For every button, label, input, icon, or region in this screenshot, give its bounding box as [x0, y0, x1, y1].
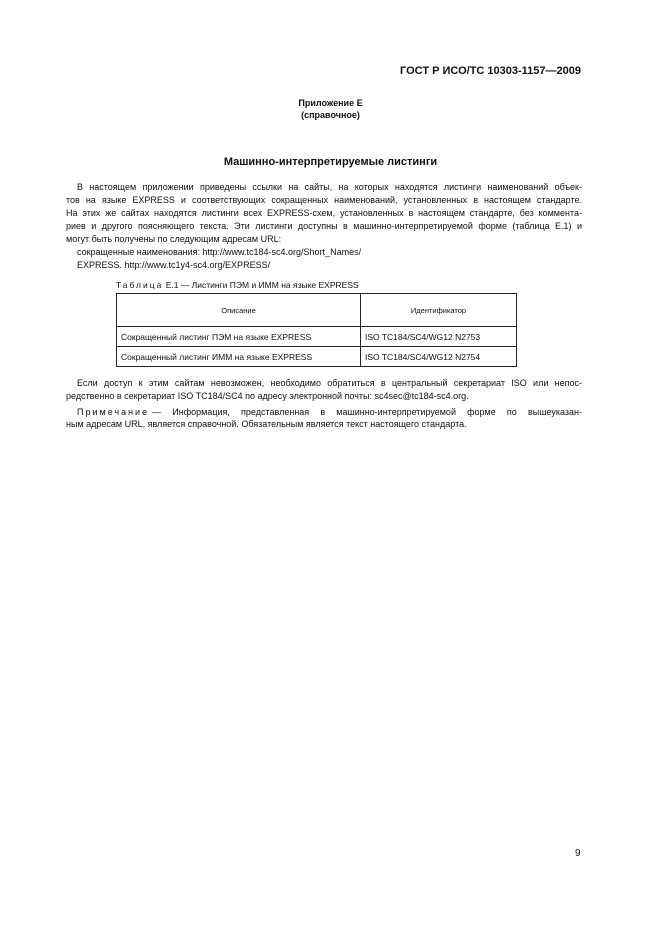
column-header-identifier: Идентификатор — [361, 294, 517, 327]
cell-description: Сокращенный листинг ИММ на языке EXPRESS — [117, 347, 361, 367]
contact-line: Если доступ к этим сайтам невозможен, необходимо обратиться в центральный секретариат ISO или непос- — [77, 378, 582, 388]
url-express[interactable]: EXPRESS. http://www.tc1y4-sc4.org/EXPRESS/ — [77, 260, 271, 270]
cell-identifier: ISO TC184/SC4/WG12 N2753 — [361, 327, 517, 347]
table-header-row — [117, 294, 517, 327]
table-caption-text: Е.1 — Листинги ПЭМ и ИММ на языке EXPRESS — [165, 280, 359, 290]
column-header-description: Описание — [117, 294, 361, 327]
contact-line: редственно в секретариат ISO TC184/SC4 по адресу электронной почты: sc4sec@tc184-sc4.org. — [66, 391, 469, 401]
table-caption-label: Таблица — [116, 280, 164, 290]
intro-line: риев и другого поясняющего текста. Эти листинги доступны в машинно-интерпретируемой форме (таблица Е.1) и — [66, 221, 582, 231]
table-row — [117, 347, 517, 367]
intro-line: могут быть получены по следующим адресам URL: — [66, 234, 282, 244]
intro-line: В настоящем приложении приведены ссылки на сайты, на которых находятся листинги наименований объек- — [77, 182, 582, 192]
note-label: Примечание — [77, 407, 150, 417]
note-line — [77, 407, 582, 417]
standard-designation: ГОСТ Р ИСО/ТС 10303-1157—2009 — [400, 65, 581, 77]
appendix-subtitle: (справочное) — [301, 110, 360, 120]
section-heading: Машинно-интерпретируемые листинги — [223, 156, 438, 168]
intro-line: На этих же сайтах находятся листинги всех EXPRESS-схем, установленных в настоящем стандарте, без коммента- — [66, 208, 582, 218]
intro-line: тов на языке EXPRESS и соответствующих сокращенных наименований, установленных в настоящем стандарте. — [66, 195, 582, 205]
page-number: 9 — [575, 848, 581, 859]
cell-description: Сокращенный листинг ПЭМ на языке EXPRESS — [117, 327, 361, 347]
cell-identifier: ISO TC184/SC4/WG12 N2754 — [361, 347, 517, 367]
appendix-title: Приложение Е — [298, 98, 363, 108]
table-caption — [116, 280, 359, 290]
url-short-names[interactable]: сокращенные наименования: http://www.tc184-sc4.org/Short_Names/ — [77, 247, 362, 257]
listings-table — [116, 293, 517, 367]
note-line: ным адресам URL, является справочной. Обязательным является текст настоящего стандарта. — [66, 419, 467, 429]
table-row — [117, 327, 517, 347]
note-text: — Информация, представленная в машинно-интерпретируемой форме по вышеуказан- — [152, 407, 582, 417]
